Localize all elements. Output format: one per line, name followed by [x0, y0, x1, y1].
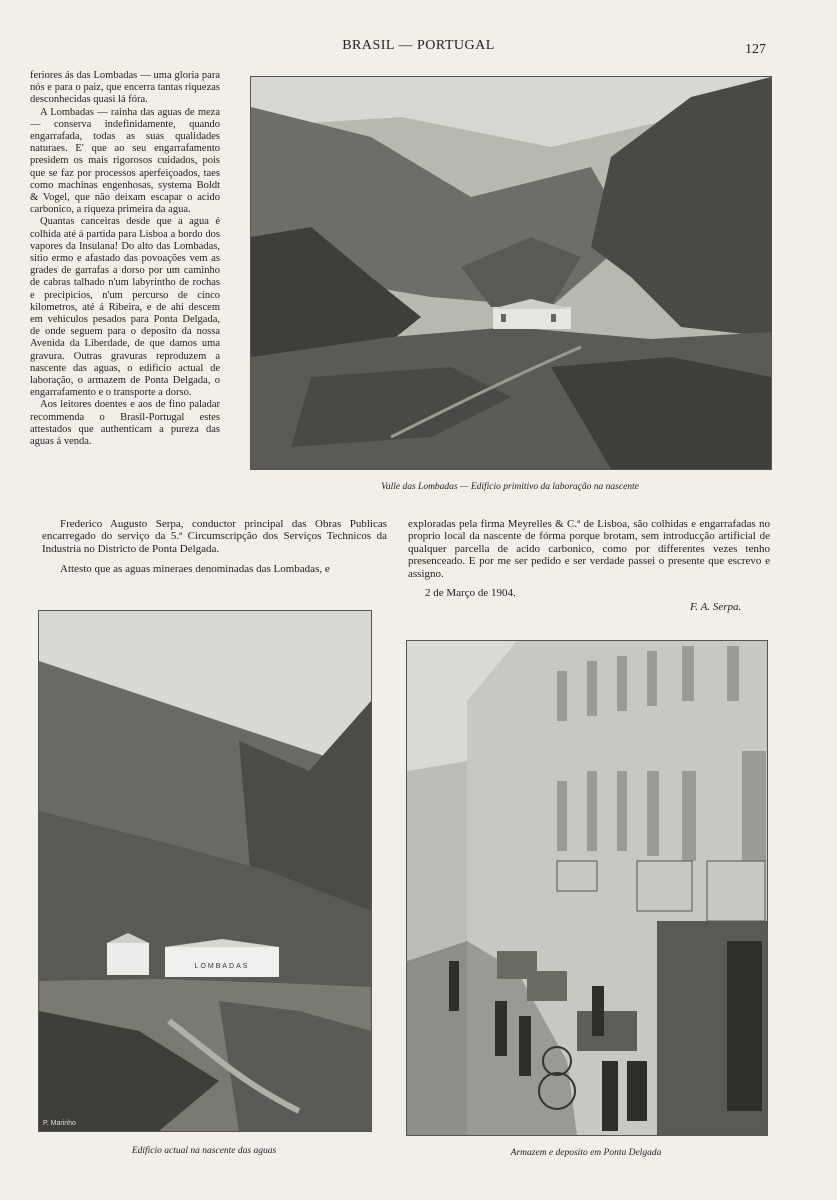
attestation-signature: F. A. Serpa. [690, 601, 742, 613]
valley-photo [250, 76, 772, 470]
warehouse-street-photo [406, 640, 768, 1136]
attestation-paragraph: exploradas pela firma Meyrelles & C.ª de Lisboa, são colhidas e engarrafadas no proprio local da nascente de fórma porque brotam, sem introducção artificial de qualquer parcella de acido carbonico, como por differentes vezes tenho presenceado. E por me ser pedido e ser verdade passei o presente que escrevo e assigno. [408, 518, 770, 580]
engraver-mark: P. Marinho [43, 1120, 76, 1127]
page-header-title: BRASIL — PORTUGAL [342, 38, 495, 53]
building-sign-text: LOMBADAS [194, 963, 250, 970]
attestation-date: 2 de Março de 1904. [425, 587, 516, 599]
attestation-right-column [408, 518, 770, 588]
intro-paragraph: A Lombadas — rainha das aguas de meza — conserva indefinidamente, quando engarrafada, todas as suas qualidades naturaes. E' que ao seu engarrafamento presidem os mais rigorosos cuidados, pois que se faz por processos aperfeiçoados, taes como machinas engenhosas, systema Boldt & Vogel, que não deixam escapar o acido carbonico, a riqueza primeira da agua. [30, 106, 220, 216]
attestation-paragraph: Frederico Augusto Serpa, conductor principal das Obras Publicas encarregado do serviço da 5.ª Circumscripção dos Serviços Technicos da Industria no Districto de Ponta Delgada. [42, 518, 387, 555]
intro-text-column [30, 70, 220, 448]
valley-photo-caption: Valle das Lombadas — Edificio primitivo da laboração na nascente [381, 482, 639, 492]
intro-paragraph: Aos leitores doentes e aos de fino paladar recommenda o Brasil-Portugal estes attestados que authenticam a pureza das aguas á venda. [30, 399, 220, 448]
current-building-caption: Edificio actual na nascente das aguas [131, 1146, 277, 1156]
warehouse-street-caption: Armazem e deposito em Ponta Delgada [510, 1148, 662, 1158]
intro-paragraph: feriores ás das Lombadas — uma gloria para nós e para o paiz, que encerra tantas riquezas desconhecidas quasi lá fóra. [30, 70, 220, 106]
current-building-photo [38, 610, 372, 1132]
intro-paragraph: Quantas canceiras desde que a agua é colhida até á partida para Lisboa a bordo dos vapores da Insulana! Do alto das Lombadas, sitio ermo e afastado das povoações vem as grades de garrafas a dorso por um caminho de cabras talhado n'um labyrintho de rochas e precipicios, n'um percurso de cinco kilometros, até á Ribeira, e de ahi descem em vehiculos pesados para Ponta Delgada, de onde seguem para o deposito da nossa Avenida da Liberdade, de que damos uma gravura. Outras gravuras reproduzem a nascente das aguas, o edificio actual de laboração, o armazem de Ponta Delgada, o engarrafamento e o transporte a dorso. [30, 216, 220, 399]
attestation-left-column [42, 518, 387, 584]
page-number: 127 [745, 42, 766, 57]
attestation-paragraph: Attesto que as aguas mineraes denominadas das Lombadas, e [60, 563, 330, 576]
